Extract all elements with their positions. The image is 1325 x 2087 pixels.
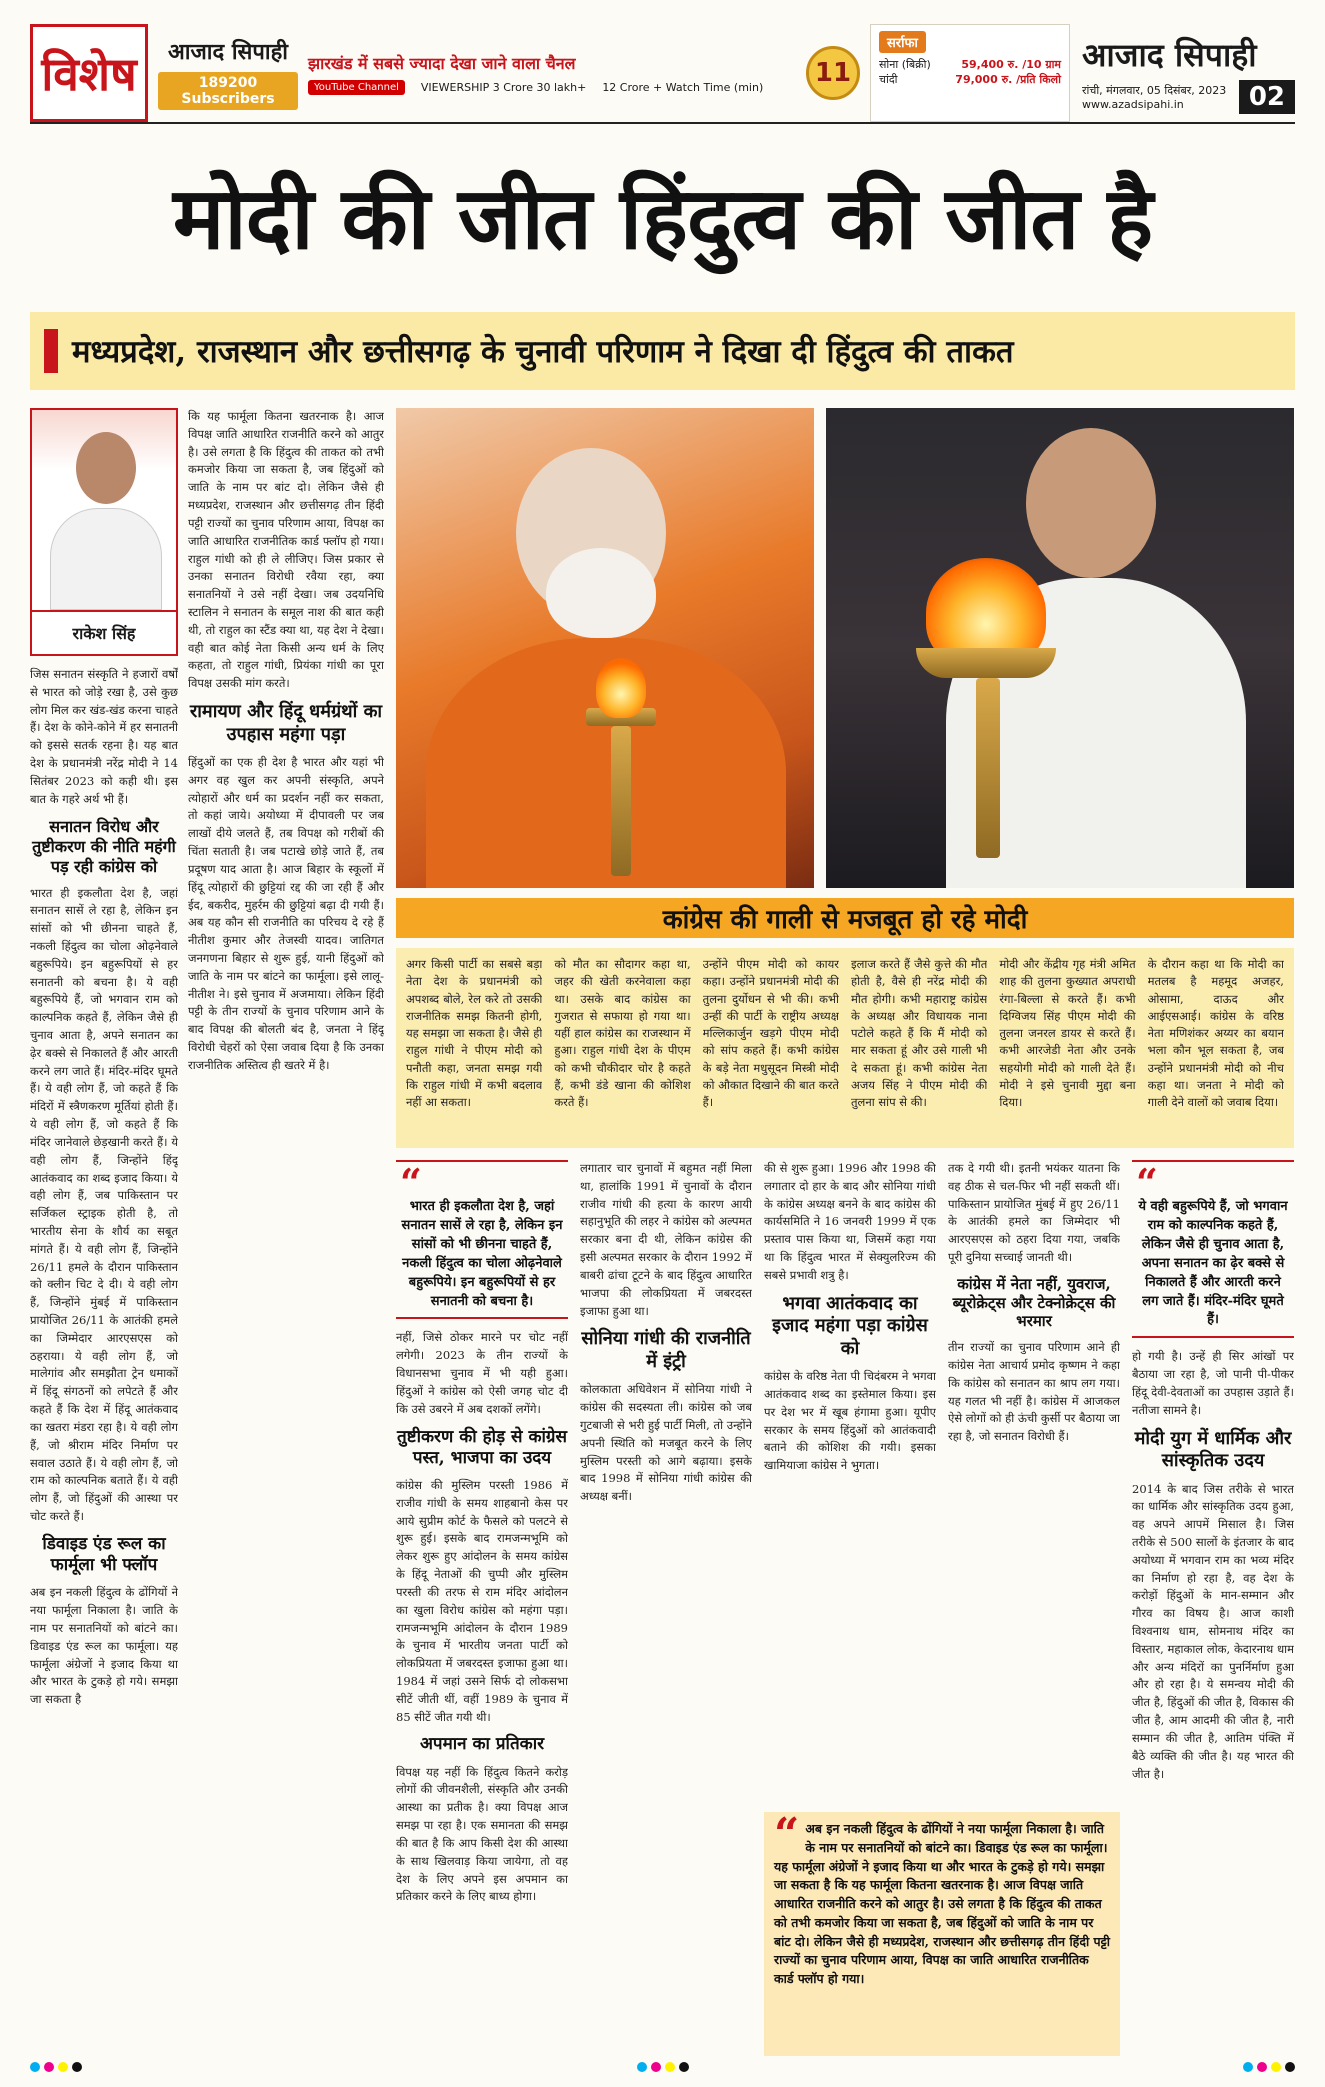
bullion-label: चांदी	[879, 73, 898, 86]
paragraph: कांग्रेस के वरिष्ठ नेता पी चिदंबरम ने भगवा आतंकवाद शब्द का इस्तेमाल किया। इस पर देश भर में खूब हंगामा हुआ। यूपीए सरकार के समय हिंदुओं को आतंकवादी बताने की कोशिश की गयी। इसका खामियाजा कांग्रेस ने भुगता।	[764, 1369, 936, 1473]
photo-rahul-aarti	[826, 408, 1294, 888]
promo-brand	[158, 36, 298, 110]
section-heading: सनातन विरोध और तुष्टीकरण की नीति महंगी पड़ रही कांग्रेस को	[32, 816, 176, 876]
highlight-column: के दौरान कहा था कि मोदी का मतलब है महमूद अजहर, ओसामा, दाऊद और आईएसआई। कांग्रेस के वरिष्ठ नेता मणिशंकर अय्यर का बयान भला कौन भूल सकता है, जब उन्होंने प्रधानमंत्री मोदी को नीच कहा था। जनता ने मोदी को गाली देने वालों को जवाब दिया।	[1147, 957, 1284, 1109]
pull-quote-text: भारत ही इकलौता देश है, जहां सनातन सासें ले रहा है, लेकिन इन सांसों को भी छीनना चाहते हैं, नकली हिंदुत्व का चोला ओढ़नेवाले बहुरूपिये। इन बहुरूपियों से हर सनातनी को बचना है।	[401, 1199, 563, 1309]
subscriber-badge: 189200 Subscribers	[158, 72, 298, 110]
quote-mark-icon: “	[400, 1160, 422, 1205]
lamp-stand	[976, 678, 1000, 858]
main-headline: मोदी की जीत हिंदुत्व की जीत है	[172, 167, 1153, 269]
red-marker	[44, 329, 58, 373]
section-heading: तुष्टीकरण की होड़ से कांग्रेस पस्त, भाजपा का उदय	[396, 1426, 567, 1468]
color-dots-center	[637, 2062, 689, 2076]
section-heading: कांग्रेस में नेता नहीं, युवराज, ब्यूरोक्रेट्स और टेक्नोक्रेट्स की भरमार	[952, 1274, 1116, 1331]
paragraph: हो गयी है। उन्हें ही सिर आंखों पर बैठाया जा रहा है, जो पानी पी-पीकर हिंदू देवी-देवताओं का उपहास उड़ाते हैं। नतीजा सामने है।	[1132, 1349, 1294, 1417]
bullion-title: सर्राफा	[879, 31, 926, 53]
bullion-box	[870, 24, 1070, 122]
promo-brand-name: आजाद सिपाही	[168, 39, 288, 65]
color-dots-right	[1243, 2062, 1295, 2076]
author-box	[30, 408, 178, 656]
highlight-block	[396, 948, 1294, 1148]
masthead-strip	[30, 24, 1295, 124]
photo-figure-head	[1026, 428, 1156, 578]
quote-mark-icon: “	[774, 1809, 800, 1860]
cyan-dot-icon	[1243, 2062, 1253, 2072]
bullion-label: सोना (बिक्री)	[879, 58, 931, 71]
highlight-column: मोदी और केंद्रीय गृह मंत्री अमित शाह की तुलना कुख्यात अपराधी रंगा-बिल्ला से करते हैं। कभी दिग्विजय सिंह पीएम मोदी की तुलना जनरल डायर से करते हैं। कभी आरजेडी नेता और उनके सहयोगी मोदी को गाली देते हैं। मोदी ने इसे चुनावी मुद्दा बना दिया।	[999, 957, 1136, 1109]
youtube-icon: YouTube Channel	[308, 80, 405, 95]
paragraph: कोलकाता अधिवेशन में सोनिया गांधी ने कांग्रेस की सदस्यता ली। कांग्रेस को जब गुटबाजी से भरी हुई पार्टी मिली, तो उन्होंने अपनी स्थिति को मजबूत करने के लिए मुस्लिम परस्ती को आगे बढ़ाया। इसके बाद 1998 में सोनिया गांधी कांग्रेस की अध्यक्ष बनीं।	[580, 1382, 752, 1504]
bullion-row-silver	[879, 72, 1061, 87]
author-photo	[32, 410, 176, 610]
bottom-pull-quote	[764, 1809, 1120, 2056]
paragraph: लगातार चार चुनावों में बहुमत नहीं मिला था, हालांकि 1991 में चुनावों के दौरान राजीव गांधी की हत्या के कारण आयी सहानुभूति की लहर ने कांग्रेस को अल्पमत सरकार बना दी थी, लेकिन कांग्रेस की इसी अल्पमत सरकार के दौरान 1992 में बाबरी ढांचा टूटने के बाद हिंदुत्व आधारित भाजपा की लोकप्रियता में जबरदस्त इजाफा हुआ था।	[580, 1161, 752, 1318]
promo-stats	[308, 80, 796, 95]
pull-quote	[396, 1160, 568, 1319]
magenta-dot-icon	[1257, 2062, 1267, 2072]
photo-modi-aarti	[396, 408, 814, 888]
yellow-dot-icon	[1271, 2062, 1281, 2072]
paragraph: तक दे गयी थी। इतनी भयंकर यातना कि वह ठीक से चल-फिर भी नहीं सकती थीं। पाकिस्तान प्रायोजित मुंबई में हुए 26/11 के आतंकी हमले का जिम्मेदार भी आरएसएस को ठहरा दिया गया, जबकि पूरी दुनिया सच्चाई जानती थी।	[948, 1161, 1120, 1265]
black-dot-icon	[679, 2062, 689, 2072]
black-dot-icon	[1285, 2062, 1295, 2072]
dateline-row	[1082, 80, 1295, 114]
anniversary-badge-icon: 11	[806, 46, 860, 100]
bullion-price: 79,000 रु. /प्रति किलो	[955, 73, 1061, 86]
magenta-dot-icon	[44, 2062, 54, 2072]
photo-figure-beard	[546, 548, 656, 638]
author-name: राकेश सिंह	[32, 610, 176, 654]
paragraph: 2014 के बाद जिस तरीके से भारत का धार्मिक और सांस्कृतिक उदय हुआ, वह अपने आपमें मिसाल है। जिस तरीके से 500 सालों के इंतजार के बाद अयोध्या में भगवान राम का भव्य मंदिर का निर्माण हो रहा है, वह देश के करोड़ों हिंदुओं के मान-सम्मान और गौरव का विषय है। आज काशी विश्वनाथ धाम, सोमनाथ मंदिर का विस्तार, महाकाल लोक, केदारनाथ धाम और अन्य मंदिरों का पुनर्निर्माण हुआ और हो रहा है। ये समन्वय मोदी की जीत है, हिंदुओं की जीत है, विकास की जीत है, आम आदमी की जीत है, नारी सम्मान की जीत है, आतिम पंक्ति में बैठे व्यक्ति की जीत है। यह भारत की जीत है।	[1132, 1481, 1294, 1781]
promo-tagline: झारखंड में सबसे ज्यादा देखा जाने वाला चैनल	[308, 53, 576, 73]
article-column-c	[396, 1160, 568, 2056]
website: www.azadsipahi.in	[1082, 97, 1184, 111]
section-heading: डिवाइड एंड रूल का फार्मूला भी फ्लॉप	[42, 1533, 166, 1575]
flame-icon	[596, 658, 646, 718]
paragraph: विपक्ष यह नहीं कि हिंदुत्व कितने करोड़ लोगों की जीवनशैली, संस्कृति और उनकी आस्था का प्रतीक है। क्या विपक्ष आज समझ पा रहा है। एक समानता की समझ की बात है कि आप किसी देश की आस्था के साथ खिलवाड़ किया जायेगा, तो वह देश के लिए अपने इस अपमान का प्रतिकार करने के लिए बाध्य होगा।	[396, 1764, 568, 1904]
watch-time-stat: 12 Crore + Watch Time (min)	[602, 80, 764, 94]
aarti-lamp-icon	[916, 648, 1056, 678]
sub-headline: मध्यप्रदेश, राजस्थान और छत्तीसगढ़ के चुनावी परिणाम ने दिखा दी हिंदुत्व की ताकत	[72, 334, 1014, 370]
sub-headline-band	[30, 312, 1295, 390]
section-heading: भगवा आतंकवाद का इजाद महंगा पड़ा कांग्रेस को	[772, 1292, 928, 1359]
channel-promo	[148, 24, 870, 122]
yellow-dot-icon	[58, 2062, 68, 2072]
page-number: 02	[1239, 80, 1295, 114]
highlight-column: इलाज करते हैं जैसे कुत्ते की मौत होती है, वैसे ही नरेंद्र मोदी की मौत होगी। कभी महाराष्ट्र कांग्रेस के अध्यक्ष और विधायक नाना पटोले कहते हैं कि मैं मोदी को मार सकता हूं और उसे गाली भी दे सकता हूं। कभी कांग्रेस नेता अजय सिंह ने पीएम मोदी की तुलना सांप से की।	[850, 957, 988, 1109]
yellow-dot-icon	[665, 2062, 675, 2072]
article-column-a	[30, 666, 178, 2056]
bullion-price: 59,400 रु. /10 ग्राम	[961, 58, 1061, 71]
bullion-row-gold	[879, 57, 1061, 72]
paragraph: हिंदुओं का एक ही देश है भारत और यहां भी अगर वह खुल कर अपनी संस्कृति, अपने त्योहारों और धर्म का प्रदर्शन नहीं कर सकता, तो कहां जाये। अयोध्या में दीपावली पर जब लाखों दीये जलते हैं, तब विपक्ष को गरीबों की चिंता सताती है। जब पटाखे छोड़े जाते हैं, तब प्रदूषण याद आता है। आज बिहार के स्कूलों में हिंदू त्योहारों की छुट्टियां रद्द की जा रही हैं और ईद, बकरीद, मुहर्रम की छुट्टियां बढ़ा दी गयी हैं। अब यह कौन सी राजनीति का परिचय दे रहे हैं नीतीश कुमार और तेजस्वी यादव। जातिगत जनगणना बिहार से शुरू हुई, यानी हिंदुओं को जाति के नाम पर बांटने का फार्मूला। इसे लालू-नीतीश ने। इसे चुनाव में अजमाया। लेकिन हिंदी पट्टी के तीन राज्यों के चुनाव परिणाम आने के बाद विपक्ष की बोलती बंद है, जनता ने हिंदू विरोधी चेहरों को ऐसा जवाब दिया है कि उनका राजनीतिक अस्तित्व ही खतरे में है।	[188, 755, 384, 1072]
highlight-column: अगर किसी पार्टी का सबसे बड़ा नेता देश के प्रधानमंत्री को अपशब्द बोले, रेल करे तो उसकी राजनीतिक समझ कितनी होगी, यह समझा जा सकता है। जैसे ही राहुल गांधी ने पीएम मोदी को पनौती कहा, जनता समझ गयी कि राहुल गांधी में कभी बदलाव नहीं आ सकता।	[406, 957, 543, 1109]
article-column-b	[188, 408, 384, 2056]
dateline: रांची, मंगलवार, 05 दिसंबर, 2023	[1082, 83, 1227, 97]
newspaper-name: आजाद सिपाही	[1082, 35, 1257, 74]
paragraph: कि यह फार्मूला कितना खतरनाक है। आज विपक्ष जाति आधारित राजनीति करने को आतुर है। उसे लगता है कि हिंदुत्व की ताकत को तभी कमजोर किया जा सकता है, जब हिंदुओं को जाति के नाम पर बांट दो। लेकिन जैसे ही मध्यप्रदेश, राजस्थान और छत्तीसगढ़ तीन हिंदी पट्टी राज्यों का चुनाव परिणाम आया, विपक्ष का जाति आधारित राजनीतिक कार्ड फ्लॉप हो गया। राहुल गांधी को ही ले लीजिए। जिस प्रकार से उनका सनातन विरोधी रवैया रहा, क्या सनातनियों ने उसे नहीं देखा। जब उदयनिधि स्टालिन ने सनातन के समूल नाश की बात कही थी, तो राहुल का स्टैंड क्या था, यह देश ने देखा। वही बात कोई नेता किसी अन्य धर्म के लिए कहता, तो राहुल गांधी, प्रियंका गांधी का पूरा विपक्ष उसकी मांग करते।	[188, 409, 384, 691]
author-head	[76, 432, 136, 504]
black-dot-icon	[72, 2062, 82, 2072]
cyan-dot-icon	[30, 2062, 40, 2072]
highlight-column: को मौत का सौदागर कहा था, जहर की खेती करनेवाला कहा था। उसके बाद कांग्रेस का गुजरात से सफाया हो गया था। यहीं हाल कांग्रेस का राजस्थान में हुआ। राहुल गांधी देश के पीएम को कभी चौकीदार चोर है कहते हैं, कभी डंडे खाना की कोशिश करते हैं।	[554, 957, 691, 1109]
quote-mark-icon: “	[1136, 1160, 1158, 1205]
photo-caption-band	[396, 898, 1294, 938]
pull-quote-text: ये वही बहुरूपिये हैं, जो भगवान राम को काल्पनिक कहते हैं, लेकिन जैसे ही चुनाव आता है, अपना सनातन का ढ़ेर बक्से से निकालते हैं और आरती करने लग जाते हैं। मंदिर-मंदिर घूमते हैं।	[1138, 1199, 1288, 1328]
paragraph: की से शुरू हुआ। 1996 और 1998 की लगातार दो हार के बाद और सोनिया गांधी के कांग्रेस अध्यक्ष बनने के बाद कांग्रेस की कार्यसमिति ने 16 जनवरी 1999 में एक प्रस्ताव पास किया था, जिसमें कहा गया था कि हिंदुत्व भारत में सेक्युलरिज्म की सबसे प्रभावी शत्रु है।	[764, 1161, 936, 1282]
promo-details	[308, 52, 796, 95]
paragraph: नहीं, जिसे ठोकर मारने पर चोट नहीं लगेगी। 2023 के तीन राज्यों के विधानसभा चुनाव में भी यही हुआ। हिंदुओं ने कांग्रेस को ऐसी जगह चोट दी कि उसे उबरने में अब दशकों लगेंगे।	[396, 1330, 568, 1416]
section-heading: अपमान का प्रतिकार	[419, 1734, 545, 1755]
author-body	[50, 508, 162, 610]
magenta-dot-icon	[651, 2062, 661, 2072]
paragraph: कांग्रेस की मुस्लिम परस्ती 1986 में राजीव गांधी के समय शाहबानो केस पर आये सुप्रीम कोर्ट के फैसले को पलटने से शुरू हुई। इसके बाद रामजन्मभूमि को लेकर शुरू हुए आंदोलन के समय कांग्रेस के हिंदू नेताओं की चुप्पी और मुस्लिम परस्ती की तरफ से राम मंदिर आंदोलन का खुला विरोध कांग्रेस को महंगा पड़ा। रामजन्मभूमि आंदोलन के दौरान 1989 के चुनाव में भारतीय जनता पार्टी को लोकप्रियता में जबरदस्त इजाफा हुआ था। 1984 में जहां उसने सिर्फ दो लोकसभा सीटें जीती थीं, वहीं 1989 के चुनाव में 85 सीटें जीत गयी थी।	[396, 1478, 568, 1724]
paragraph: भारत ही इकलौता देश है, जहां सनातन सासें ले रहा है, लेकिन इन सांसों को भी छीनना चाहते हैं, नकली हिंदुत्व का चोला ओढ़नेवाले बहुरूपिये। इन बहुरूपियों से हर सनातनी को बचना है। ये वही बहुरूपिये हैं, जो भगवान राम को काल्पनिक कहते हैं, लेकिन जैसे ही चुनाव आता है, अपने सनातन का ढ़ेर बक्से से निकालते हैं और आरती करने लग जाते हैं। मंदिर-मंदिर घूमते हैं। ये वही लोग हैं, जो कहते हैं कि मंदिरों में स्त्रैणकरण मूर्तियां होती हैं। ये वही लोग हैं, जो कहते हैं कि मंदिर जानेवाले छेड़खानी करते हैं। ये वही लोग हैं, जिन्होंने हिंदू आतंकवाद का शब्द इजाद किया। ये वही लोग हैं, जब पाकिस्तान पर सर्जिकल स्ट्राइक होती है, तो भारतीय सेना के शौर्य का सबूत मांगते हैं। ये वही लोग हैं, जिन्होंने 26/11 हमले के दौरान पाकिस्तान को क्लीन चिट दे दी। ये वही लोग हैं, जिन्होंने मुंबई में पाकिस्तान प्रायोजित 26/11 के आतंकी हमले का जिम्मेदार आरएसएस को ठहराया। ये वही लोग हैं, जो मालेगांव और समझौता ट्रेन धमाकों में हिंदू संगठनों को लपेटते हैं और कहते हैं कि देश में हिंदू आतंकवाद का खतरा मंडरा रहा है। ये वही लोग हैं, जो श्रीराम मंदिर निर्माण पर सवाल उठाते हैं। ये वही लोग हैं, जो राम को काल्पनिक बताते हैं। ये वही लोग हैं, जो हिंदुओं की आस्था पर चोट करते हैं।	[30, 885, 178, 1523]
lamp-stand	[611, 726, 631, 876]
highlight-column: उन्होंने पीएम मोदी को कायर कहा। उन्होंने प्रधानमंत्री मोदी की तुलना दुर्योधन से भी की। कभी उन्हीं की पार्टी के राष्ट्रीय अध्यक्ष मल्लिकार्जुन खड़गे पीएम मोदी को सांप कहते हैं। कभी कांग्रेस के बड़े नेता मधुसूदन मिस्त्री मोदी को औकात दिखाने की बात करते हैं।	[702, 957, 839, 1109]
article-column-g	[1132, 1160, 1294, 2056]
section-heading: रामायण और हिंदू धर्मग्रंथों का उपहास महंगा पड़ा	[189, 701, 383, 745]
color-dots-left	[30, 2062, 82, 2076]
paragraph: तीन राज्यों का चुनाव परिणाम आने ही कांग्रेस नेता आचार्य प्रमोद कृष्णम ने कहा कि कांग्रेस को सनातन का श्राप लग गया। यह गलत भी नहीं है। कांग्रेस में आजकल ऐसे लोगों को ही ऊंची कुर्सी पर बैठाया जा रहा है, जो सनातन विरोधी हैं।	[948, 1340, 1120, 1444]
photo-caption-headline: कांग्रेस की गाली से मजबूत हो रहे मोदी	[662, 905, 1028, 935]
cyan-dot-icon	[637, 2062, 647, 2072]
section-heading: सोनिया गांधी की राजनीति में इंट्री	[581, 1328, 751, 1372]
pull-quote	[1132, 1160, 1294, 1338]
bottom-quote-text: अब इन नकली हिंदुत्व के ढोंगियों ने नया फार्मूला निकाला है। जाति के नाम पर सनातनियों को बांटने का। डिवाइड एंड रूल का फार्मूला। यह फार्मूला अंग्रेजों ने इजाद किया था और भारत के टुकड़े हो गये। समझा जा सकता है कि यह फार्मूला कितना खतरनाक है। आज विपक्ष जाति आधारित राजनीति करने को आतुर है। उसे लगता है कि हिंदुत्व की ताकत को तभी कमजोर किया जा सकता है, जब हिंदुओं को जाति के नाम पर बांट दो। लेकिन जैसे ही मध्यप्रदेश, राजस्थान और छत्तीसगढ़ तीन हिंदी पट्टी राज्यों का चुनाव परिणाम आया, विपक्ष का जाति आधारित राजनीतिक कार्ड फ्लॉप हो गया।	[774, 1821, 1110, 1986]
print-registration-marks	[30, 2062, 1295, 2076]
section-label: विशेष	[30, 24, 148, 122]
paragraph: अब इन नकली हिंदुत्व के ढोंगियों ने नया फार्मूला निकाला है। जाति के नाम पर सनातनियों को बांटने का। डिवाइड एंड रूल का फार्मूला। यह फार्मूला अंग्रेजों ने इजाद किया था और भारत के टुकड़े हो गये। समझा जा सकता है	[30, 1585, 178, 1707]
section-heading: मोदी युग में धार्मिक और सांस्कृतिक उदय	[1134, 1427, 1292, 1472]
article-column-d	[580, 1160, 752, 2056]
newspaper-masthead	[1070, 24, 1295, 122]
viewership-stat: VIEWERSHIP 3 Crore 30 lakh+	[420, 80, 587, 94]
paragraph: जिस सनातन संस्कृति ने हजारों वर्षों से भारत को जोड़े रखा है, उसे कुछ लोग मिल कर खंड-खंड करना चाहते हैं। देश के कोने-कोने में हर सनातनी को इससे सतर्क रहना है। यह बात देश के प्रधानमंत्री नरेंद्र मोदी ने 14 सितंबर 2023 को कही थी। इस बात के गहरे अर्थ भी हैं।	[30, 667, 178, 806]
